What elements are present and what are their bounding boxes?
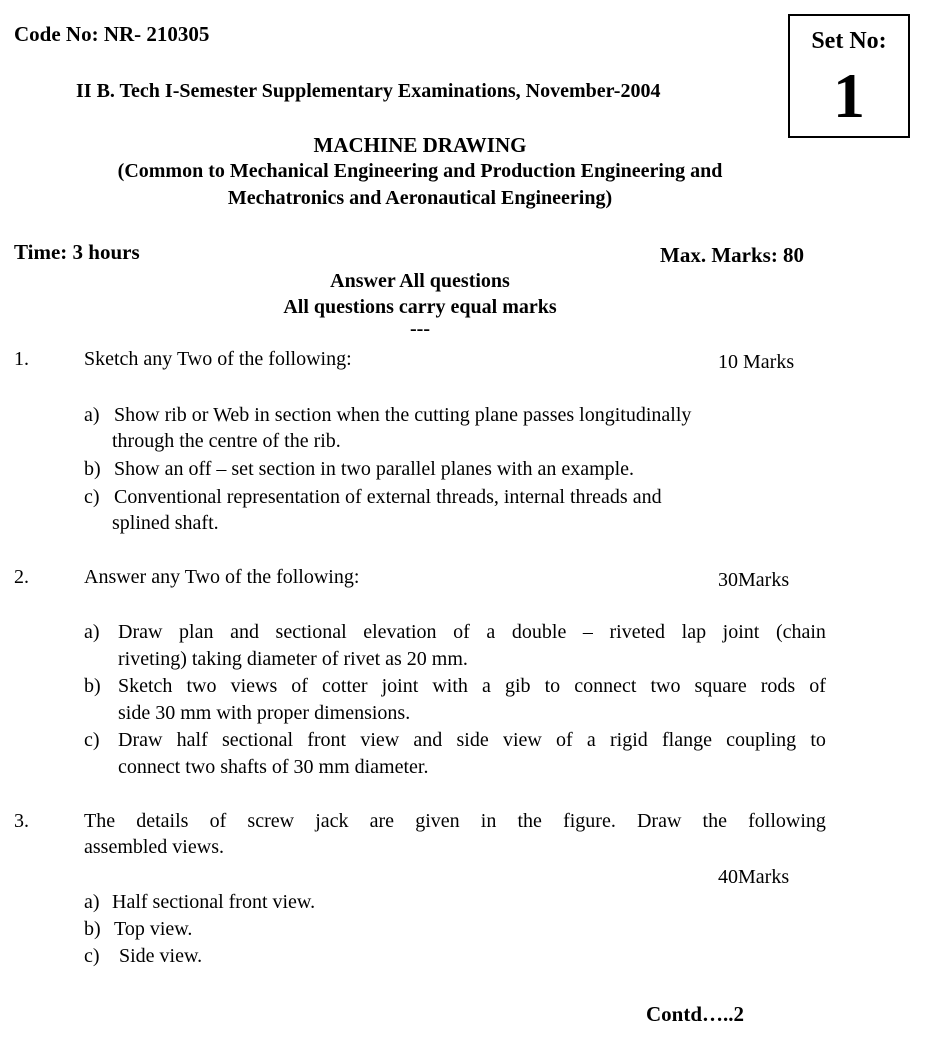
question-1-marks: 10 Marks bbox=[718, 351, 795, 373]
exam-title: II B. Tech I-Semester Supplementary Examinations, November-2004 bbox=[76, 80, 661, 102]
separator: --- bbox=[410, 318, 430, 340]
question-2-number: 2. bbox=[14, 566, 29, 588]
continued-note: Contd…..2 bbox=[646, 1002, 745, 1026]
question-1-item-b-label: b) bbox=[84, 458, 101, 480]
set-number-box bbox=[788, 14, 910, 138]
question-2-item-b-label: b) bbox=[84, 675, 101, 697]
question-3-marks: 40Marks bbox=[718, 866, 790, 888]
common-to-line-1: (Common to Mechanical Engineering and Production Engineering and bbox=[117, 160, 723, 182]
subject-title: MACHINE DRAWING bbox=[313, 133, 527, 157]
question-2-item-a-line-1: Draw plan and sectional elevation of a double – riveted lap joint (chain bbox=[118, 621, 826, 643]
question-1-item-a-label: a) bbox=[84, 404, 100, 426]
question-2-item-b-line-2: side 30 mm with proper dimensions. bbox=[118, 702, 411, 724]
exam-duration: Time: 3 hours bbox=[14, 240, 140, 264]
max-marks: Max. Marks: 80 bbox=[660, 243, 805, 267]
question-3-item-c-line-1: Side view. bbox=[119, 945, 203, 967]
question-1-item-c-line-2: splined shaft. bbox=[112, 512, 219, 534]
question-1-number: 1. bbox=[14, 348, 29, 370]
question-1-item-a-line-1: Show rib or Web in section when the cutting plane passes longitudinally bbox=[114, 404, 692, 426]
question-3-number: 3. bbox=[14, 810, 29, 832]
question-3-item-c-label: c) bbox=[84, 945, 100, 967]
question-2-item-c-line-1: Draw half sectional front view and side view of a rigid flange coupling to bbox=[118, 729, 826, 751]
instruction-answer-all: Answer All questions bbox=[330, 270, 510, 292]
question-1-item-c-label: c) bbox=[84, 486, 100, 508]
question-2-item-b-line-1: Sketch two views of cotter joint with a gib to connect two square rods of bbox=[118, 675, 826, 697]
common-to-line-2: Mechatronics and Aeronautical Engineering) bbox=[227, 187, 613, 209]
question-1-item-b-line-1: Show an off – set section in two parallel planes with an example. bbox=[114, 458, 635, 480]
question-1-item-a-line-2: through the centre of the rib. bbox=[112, 430, 341, 452]
question-1-text: Sketch any Two of the following: bbox=[84, 348, 352, 370]
question-3-text-line-2: assembled views. bbox=[84, 836, 224, 858]
question-2-item-a-label: a) bbox=[84, 621, 100, 643]
question-3-text-line-1: The details of screw jack are given in the figure. Draw the following bbox=[84, 810, 826, 832]
set-label: Set No: bbox=[811, 28, 887, 54]
question-3-item-a-line-1: Half sectional front view. bbox=[112, 891, 316, 913]
question-2-item-a-line-2: riveting) taking diameter of rivet as 20 mm. bbox=[118, 648, 468, 670]
instruction-equal-marks: All questions carry equal marks bbox=[283, 296, 557, 318]
question-1-item-c-line-1: Conventional representation of external threads, internal threads and bbox=[114, 486, 662, 508]
question-3-item-a-label: a) bbox=[84, 891, 100, 913]
question-2-item-c-label: c) bbox=[84, 729, 100, 751]
question-3-item-b-label: b) bbox=[84, 918, 101, 940]
question-2-marks: 30Marks bbox=[718, 569, 790, 591]
question-2-text: Answer any Two of the following: bbox=[84, 566, 360, 588]
question-2-item-c-line-2: connect two shafts of 30 mm diameter. bbox=[118, 756, 429, 778]
code-number: Code No: NR- 210305 bbox=[14, 22, 210, 46]
set-number: 1 bbox=[833, 60, 865, 131]
question-3-item-b-line-1: Top view. bbox=[114, 918, 193, 940]
